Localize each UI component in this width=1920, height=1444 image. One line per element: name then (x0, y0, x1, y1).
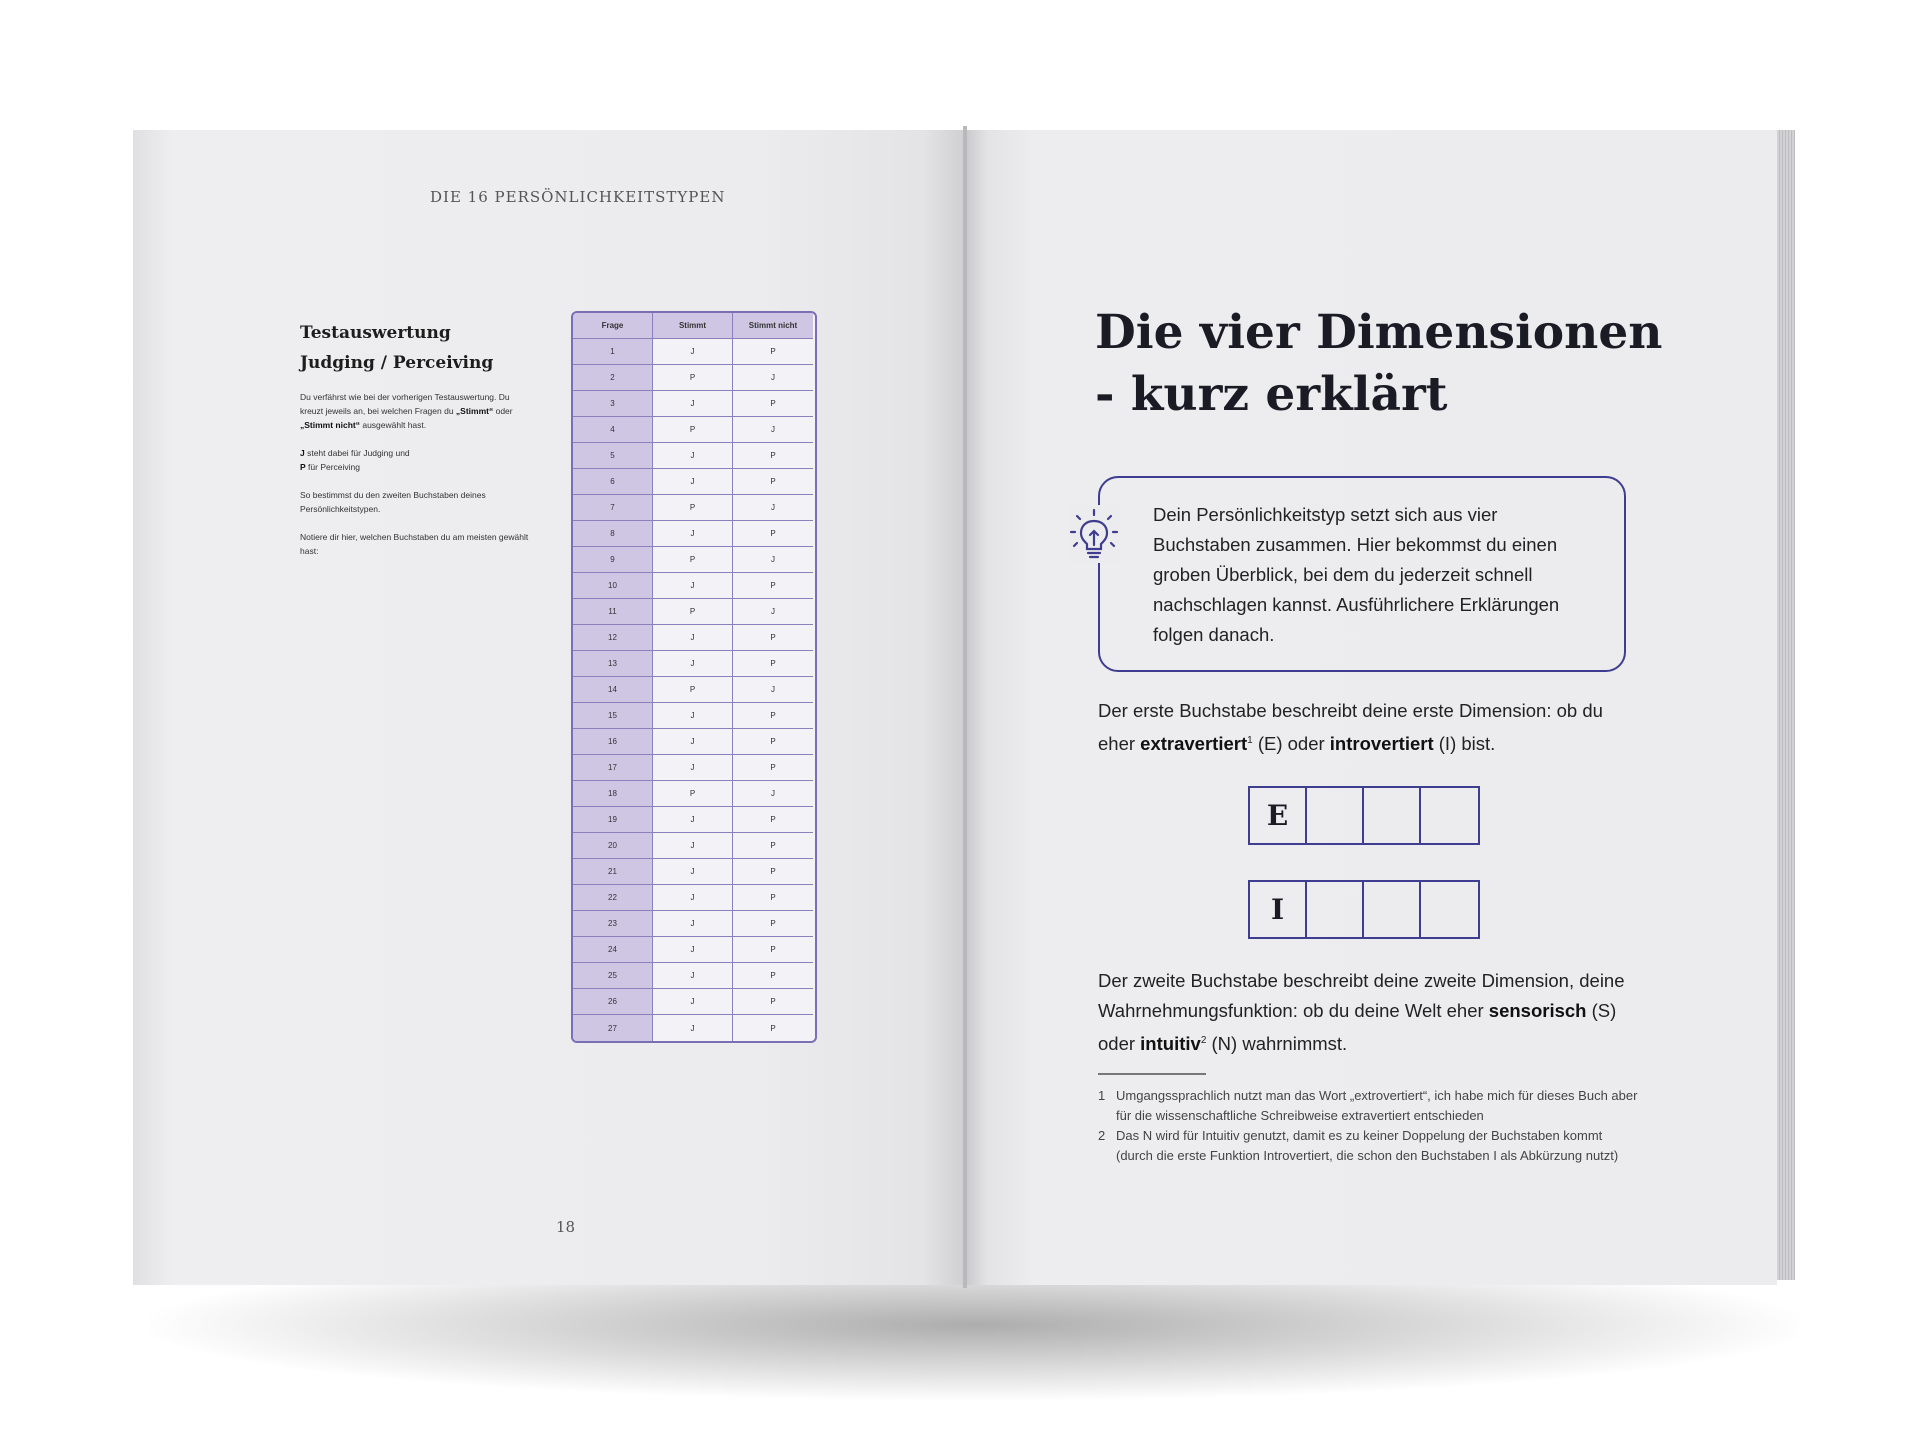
table-row (573, 443, 815, 469)
footnote-divider (1098, 1073, 1206, 1075)
cell-stimmt[interactable]: J (653, 391, 733, 417)
table-row (573, 573, 815, 599)
header-stimmt: Stimmt (653, 313, 733, 339)
table-row (573, 911, 815, 937)
table-row (573, 651, 815, 677)
cell-stimmt[interactable]: P (653, 547, 733, 573)
cell-stimmt-nicht[interactable]: J (733, 365, 813, 391)
cell-stimmt-nicht[interactable]: P (733, 963, 813, 989)
cell-frage: 5 (573, 443, 653, 469)
cell-stimmt[interactable]: J (653, 521, 733, 547)
intro-paragraph (300, 390, 530, 432)
cell-frage: 18 (573, 781, 653, 807)
cell-frage: 20 (573, 833, 653, 859)
cell-stimmt-nicht[interactable]: J (733, 495, 813, 521)
cell-frage: 26 (573, 989, 653, 1015)
cell-stimmt[interactable]: J (653, 859, 733, 885)
cell-stimmt[interactable]: J (653, 469, 733, 495)
cell-frage: 15 (573, 703, 653, 729)
cell-frage: 16 (573, 729, 653, 755)
cell-frage: 3 (573, 391, 653, 417)
p1-text: Der erste Buchstabe beschreibt deine erste Dimension: ob du eher (1098, 700, 1603, 755)
evaluation-table (571, 311, 817, 1043)
cell-frage: 22 (573, 885, 653, 911)
intro-text: Du verfährst wie bei der vorherigen Testauswertung. Du kreuzt jeweils an, bei welchen Fragen du (300, 392, 510, 416)
footnote-ref-1: 1 (1247, 735, 1253, 746)
cell-stimmt-nicht[interactable]: P (733, 989, 813, 1015)
cell-frage: 12 (573, 625, 653, 651)
cell-stimmt[interactable]: J (653, 651, 733, 677)
cell-stimmt-nicht[interactable]: P (770, 1023, 776, 1033)
lightbulb-icon (1068, 505, 1120, 563)
cell-stimmt[interactable]: J (653, 807, 733, 833)
header-frage: Frage (573, 313, 653, 339)
cell-stimmt[interactable]: P (653, 495, 733, 521)
left-page (133, 130, 965, 1285)
cell-stimmt-nicht[interactable]: P (733, 833, 813, 859)
table-row (573, 937, 815, 963)
cell-stimmt-nicht[interactable]: P (733, 937, 813, 963)
table-row (573, 989, 815, 1015)
empty-letter-box[interactable] (1307, 788, 1364, 843)
cell-stimmt-nicht[interactable]: P (733, 885, 813, 911)
second-letter-paragraph: So bestimmst du den zweiten Buchstaben deines Persönlichkeitstypen. (300, 490, 486, 514)
cell-frage: 21 (573, 859, 653, 885)
empty-letter-box[interactable] (1364, 788, 1421, 843)
sensorisch-label: sensorisch (1488, 1000, 1587, 1021)
cell-frage: 8 (573, 521, 653, 547)
letter-grid-e (1248, 786, 1480, 845)
cell-stimmt[interactable]: J (653, 703, 733, 729)
table-row (573, 391, 815, 417)
p-text: für Perceiving (305, 462, 361, 472)
cell-frage: 10 (573, 573, 653, 599)
table-header-row (573, 313, 815, 339)
cell-stimmt-nicht[interactable]: P (733, 469, 813, 495)
cell-frage: 1 (573, 339, 653, 365)
p-letter: P (300, 462, 306, 472)
cell-frage: 9 (573, 547, 653, 573)
table-row (573, 547, 815, 573)
table-row (573, 755, 815, 781)
table-row (573, 859, 815, 885)
cell-stimmt-nicht[interactable]: J (733, 547, 813, 573)
cell-stimmt-nicht[interactable]: P (733, 339, 813, 365)
p2-oder: (S) oder (1098, 1000, 1617, 1055)
cell-stimmt[interactable]: J (653, 339, 733, 365)
cell-stimmt-nicht[interactable]: P (733, 391, 813, 417)
table-row (573, 677, 815, 703)
letter-grid-i (1248, 880, 1480, 939)
cell-stimmt[interactable]: J (653, 625, 733, 651)
cell-stimmt-nicht[interactable]: P (733, 625, 813, 651)
cell-stimmt[interactable]: P (653, 677, 733, 703)
table-row (573, 339, 815, 365)
intuitiv-label: intuitiv (1140, 1033, 1201, 1055)
cell-stimmt[interactable]: J (653, 755, 733, 781)
j-letter: J (300, 448, 305, 458)
cell-frage: 11 (573, 599, 653, 625)
cell-stimmt-nicht[interactable]: P (733, 573, 813, 599)
right-page-title (1095, 302, 1715, 426)
cell-stimmt[interactable]: J (653, 911, 733, 937)
empty-letter-box[interactable] (1364, 882, 1421, 937)
table-row (573, 833, 815, 859)
table-row (573, 625, 815, 651)
cell-frage: 6 (573, 469, 653, 495)
cell-stimmt[interactable]: J (653, 1015, 733, 1041)
cell-frage: 24 (573, 937, 653, 963)
table-row (573, 417, 815, 443)
stimmt-label: „Stimmt“ (455, 406, 494, 416)
cell-stimmt[interactable]: P (653, 365, 733, 391)
cell-stimmt-nicht[interactable]: P (733, 729, 813, 755)
empty-letter-box[interactable] (1421, 788, 1478, 843)
header-stimmt-nicht: Stimmt nicht (733, 313, 813, 339)
cell-stimmt[interactable]: J (653, 729, 733, 755)
table-row (573, 781, 815, 807)
j-text: steht dabei für Judging und (304, 448, 410, 458)
cell-frage: 2 (573, 365, 653, 391)
cell-stimmt[interactable]: J (653, 885, 733, 911)
page-number: 18 (556, 1218, 576, 1236)
table-row (573, 703, 815, 729)
cell-stimmt-nicht[interactable]: J (733, 781, 813, 807)
cell-frage: 7 (573, 495, 653, 521)
footnote-text: Umgangssprachlich nutzt man das Wort „extrovertiert“, ich habe mich für dieses Buch aber für die wissenschaftliche Schreibweise extravertiert entschieden (1116, 1088, 1638, 1123)
info-text: Dein Persönlichkeitstyp setzt sich aus vier Buchstaben zusammen. Hier bekommst du einen groben Überblick, bei dem du jederzeit schnell nachschlagen kannst. Ausführlichere Erklärungen folgen danach. (1153, 504, 1560, 645)
note-paragraph: Notiere dir hier, welchen Buchstaben du am meisten gewählt hast: (300, 532, 529, 556)
p2-end: (N) wahrnimmst. (1206, 1033, 1348, 1055)
table-row (573, 521, 815, 547)
table-row (573, 1015, 815, 1041)
cell-frage: 17 (573, 755, 653, 781)
table-row (573, 469, 815, 495)
cell-stimmt[interactable]: P (653, 599, 733, 625)
cell-stimmt[interactable]: J (653, 963, 733, 989)
cell-stimmt-nicht[interactable]: P (733, 443, 813, 469)
table-row (573, 885, 815, 911)
cell-frage: 27 (573, 1015, 653, 1041)
footnote-number: 2 (1098, 1128, 1106, 1143)
footnote (1098, 1126, 1638, 1166)
left-page-title (300, 318, 493, 378)
paragraph-first-dimension (1098, 696, 1638, 759)
cell-stimmt[interactable]: J (653, 573, 733, 599)
p2-text: Der zweite Buchstabe beschreibt deine zweite Dimension, deine Wahrnehmungsfunktion: ob du deine Welt eher (1098, 970, 1625, 1021)
cell-frage: 19 (573, 807, 653, 833)
footnotes (1098, 1086, 1638, 1166)
cell-stimmt-nicht[interactable]: P (733, 755, 813, 781)
letter-box-i[interactable]: I (1250, 882, 1307, 937)
cell-stimmt[interactable]: J (653, 937, 733, 963)
intro-end: ausgewählt hast. (359, 420, 427, 430)
cell-stimmt-nicht[interactable]: J (733, 417, 813, 443)
cell-frage: 23 (573, 911, 653, 937)
oder-text: oder (493, 406, 513, 416)
cell-frage: 25 (573, 963, 653, 989)
cell-stimmt-nicht[interactable]: J (733, 677, 813, 703)
title-line-2: - kurz erklärt (1095, 367, 1448, 422)
table-row (573, 729, 815, 755)
cell-stimmt-nicht[interactable]: J (733, 599, 813, 625)
title-line-1: Die vier Dimensionen (1095, 305, 1663, 360)
empty-letter-box[interactable] (1421, 882, 1478, 937)
cell-stimmt[interactable]: J (653, 833, 733, 859)
p1-end: (I) bist. (1433, 733, 1496, 755)
cell-stimmt[interactable]: P (653, 417, 733, 443)
letters-paragraph (300, 446, 530, 474)
footnote-ref-2: 2 (1200, 1035, 1207, 1046)
table-row (573, 599, 815, 625)
extravertiert-label: extravertiert (1140, 733, 1248, 755)
cell-frage: 14 (573, 677, 653, 703)
left-instructions (300, 390, 530, 572)
cell-stimmt-nicht[interactable]: P (733, 651, 813, 677)
empty-letter-box[interactable] (1307, 882, 1364, 937)
cell-stimmt-nicht[interactable]: P (733, 521, 813, 547)
cell-stimmt-nicht[interactable]: P (733, 859, 813, 885)
cell-stimmt[interactable]: P (653, 781, 733, 807)
cell-frage: 13 (573, 651, 653, 677)
footnote (1098, 1086, 1638, 1126)
table-row (573, 807, 815, 833)
footnote-text: Das N wird für Intuitiv genutzt, damit es zu keiner Doppelung der Buchstaben kommt (durch die erste Funktion Introvertiert, die schon den Buchstaben I als Abkürzung nutzt) (1116, 1128, 1619, 1163)
cell-frage: 4 (573, 417, 653, 443)
cell-stimmt-nicht[interactable]: P (733, 807, 813, 833)
page-edges (1777, 130, 1795, 1280)
footnote-number: 1 (1098, 1088, 1106, 1103)
table-row (573, 495, 815, 521)
table-row (573, 963, 815, 989)
cell-stimmt[interactable]: J (653, 443, 733, 469)
cell-stimmt[interactable]: J (653, 989, 733, 1015)
cell-stimmt-nicht[interactable]: P (733, 911, 813, 937)
table-row (573, 365, 815, 391)
title-line-2: Judging / Perceiving (300, 353, 494, 373)
title-line-1: Testauswertung (300, 323, 451, 343)
p1-oder: (E) oder (1252, 733, 1330, 755)
cell-stimmt-nicht[interactable]: P (733, 703, 813, 729)
stimmt-nicht-label: „Stimmt nicht“ (300, 420, 360, 430)
book-spine (963, 126, 967, 1288)
running-head: DIE 16 PERSÖNLICHKEITSTYPEN (430, 188, 726, 206)
introvertiert-label: introvertiert (1329, 733, 1434, 755)
paragraph-second-dimension (1098, 966, 1638, 1059)
letter-box-e[interactable]: E (1250, 788, 1307, 843)
